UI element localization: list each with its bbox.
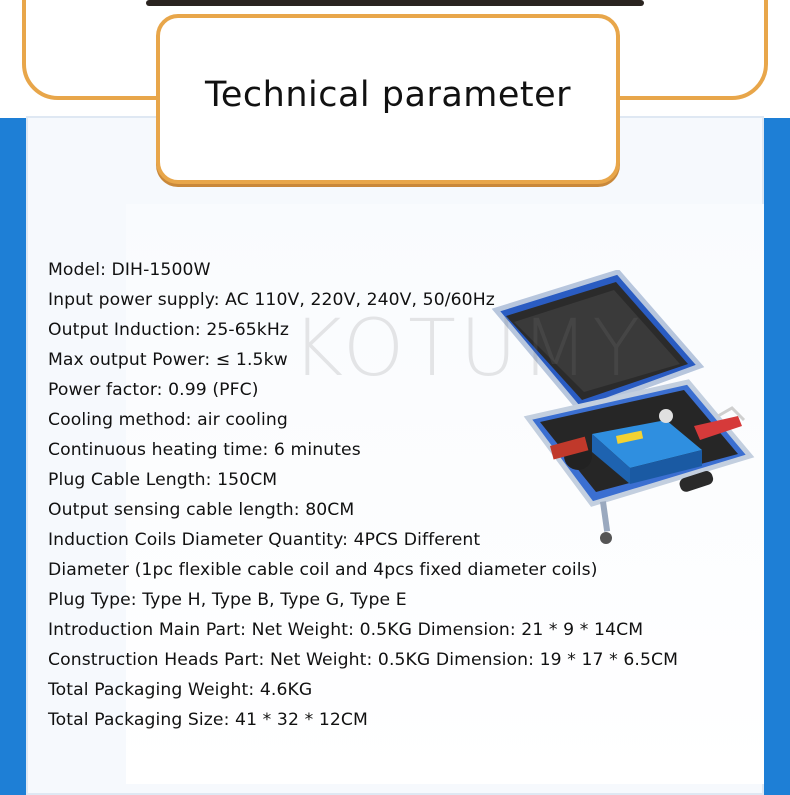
spec-cooling-method: Cooling method: air cooling [48, 410, 288, 430]
spec-plug-cable-length: Plug Cable Length: 150CM [48, 470, 278, 490]
spec-max-output-power: Max output Power: ≤ 1.5kw [48, 350, 288, 370]
title-box [156, 14, 620, 184]
spec-heads-part: Construction Heads Part: Net Weight: 0.5KG Dimension: 19 * 17 * 6.5CM [48, 650, 679, 670]
spec-model: Model: DIH-1500W [48, 260, 211, 280]
watermark-text: KOTUMY [292, 304, 644, 394]
spec-main-part: Introduction Main Part: Net Weight: 0.5KG Dimension: 21 * 9 * 14CM [48, 620, 644, 640]
spec-packaging-weight: Total Packaging Weight: 4.6KG [48, 680, 313, 700]
spec-coils-quantity: Induction Coils Diameter Quantity: 4PCS Different [48, 530, 481, 550]
page-title: Technical parameter [204, 75, 572, 115]
spec-list [48, 255, 678, 735]
spec-input-power: Input power supply: AC 110V, 220V, 240V, 50/60Hz [48, 290, 495, 310]
spec-packaging-size: Total Packaging Size: 41 * 32 * 12CM [48, 710, 368, 730]
spec-plug-type: Plug Type: Type H, Type B, Type G, Type E [48, 590, 407, 610]
spec-heating-time: Continuous heating time: 6 minutes [48, 440, 361, 460]
spec-coils-diameter: Diameter (1pc flexible cable coil and 4pcs fixed diameter coils) [48, 560, 598, 580]
spec-sensing-cable-length: Output sensing cable length: 80CM [48, 500, 355, 520]
spec-output-induction: Output Induction: 25-65kHz [48, 320, 290, 340]
spec-power-factor: Power factor: 0.99 (PFC) [48, 380, 259, 400]
